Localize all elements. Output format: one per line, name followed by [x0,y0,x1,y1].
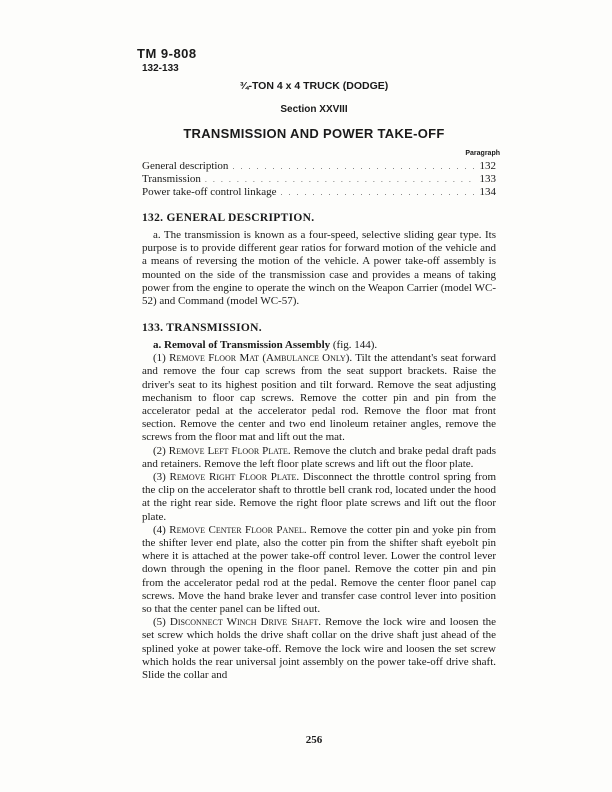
toc-title: Transmission [142,173,201,186]
step-heading: Disconnect Winch Drive Shaft. [169,616,321,629]
section-132-body [142,229,496,308]
toc-paragraph-label: Paragraph [465,150,500,157]
paragraph-range: 132-133 [142,63,179,74]
tm-number: TM 9-808 [137,46,197,61]
step-heading: Remove Floor Mat (Ambulance Only). [169,352,353,365]
page-title: TRANSMISSION AND POWER TAKE-OFF [183,126,445,141]
step-paragraph: (3) Remove Right Floor Plate. Disconnect the throttle control spring from the clip on the accelerator shaft to throttle bell crank rod, located under the hood at the right rear side. Remove the right floor plate screws and lift out the floor plate. [142,471,497,523]
page-number: 256 [305,734,323,746]
step-paragraph: (2) Remove Left Floor Plate. Remove the clutch and brake pedal draft pads and retainers. Remove the left floor plate screws and lift out the floor plate. [142,444,497,470]
step-paragraph: (5) Disconnect Winch Drive Shaft. Remove the lock wire and loosen the set screw which holds the drive shaft collar on the drive shaft just ahead of the splined yoke at power take-off. Remove the lock wire and loosen the set screw which holds the rear universal joint assembly on the power take-off drive shaft. Slide the collar and [142,616,497,682]
step-heading: Remove Left Floor Plate. [168,444,291,457]
subheading-title: Removal of Transmission Assembly [164,339,331,351]
toc-row [142,173,496,186]
section-132-heading: 132. GENERAL DESCRIPTION. [142,212,315,224]
step-paragraph: (4) Remove Center Floor Panel. Remove the cotter pin and yoke pin from the shifter lever end plate, also the cotter pin from the shifter shaft eyebolt pin where it is attached at the power take-off control lever. Lower the control lever down through the opening in the floor panel. Remove the cotter pin and pin from the accelerator pedal rod at the pedal. Remove the center floor panel cap screws. Move the hand brake lever and transfer case control lever into position so that the center panel can be lifted out. [142,523,497,616]
toc-num: 132 [479,160,496,172]
toc-num: 134 [479,186,496,199]
step-heading: Remove Center Floor Panel. [169,523,307,536]
step-heading: Remove Right Floor Plate. [169,471,300,484]
running-title: ¾-TON 4 x 4 TRUCK (DODGE) [239,80,389,92]
toc-title: Power take-off control linkage [142,186,277,199]
section-133-heading: 133. TRANSMISSION. [142,322,262,334]
subheading: a. Removal of Transmission Assembly (fig. 144). [153,339,378,351]
section-133-body [142,339,496,682]
step-paragraph: (1) Remove Floor Mat (Ambulance Only). Tilt the attendant's seat forward and remove the four cap screws from the seat support brackets. Raise the driver's seat to its highest position and tilt forward. Remove the seat adjusting mechanism to floor cap screws. Remove the cotter pin and pin from the accelerator pedal at the accelerator pedal rod. Remove the floor mat front section. Remove the center and two end linoleum retainer angles, remove the screws from the floor mat and lift out the mat. [142,352,497,444]
table-of-contents [142,160,496,200]
paragraph: a. The transmission is known as a four-speed, selective sliding gear type. Its purpose is to provide different gear ratios for forward motion of the vehicle and a means of reversing the motion of the vehicle. A power take-off assembly is mounted on the side of the transmission case and provides a means of taking power from the engine to operate the winch on the Weapon Carrier (model WC-52) and Command (model WC-57). [142,229,496,308]
section-label: Section XXVIII [280,104,348,115]
toc-title: General description [142,160,229,172]
toc-num: 133 [479,173,496,186]
toc-row [142,186,496,199]
toc-row [142,160,496,173]
